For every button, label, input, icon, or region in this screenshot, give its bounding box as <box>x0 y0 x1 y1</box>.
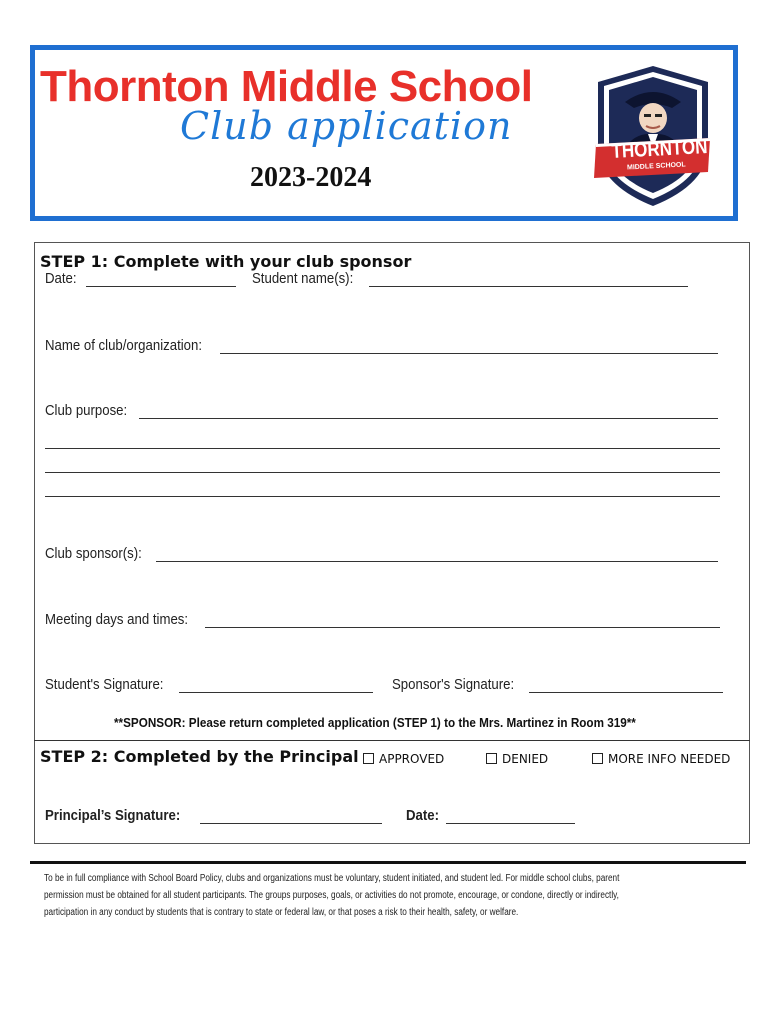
club-purpose-line-3[interactable] <box>45 472 720 473</box>
student-names-label: Student name(s): <box>252 270 354 287</box>
club-name-field[interactable] <box>220 353 718 354</box>
school-title: Thornton Middle School <box>40 62 533 111</box>
school-year: 2023-2024 <box>250 162 372 193</box>
student-signature-label: Student's Signature: <box>45 676 164 693</box>
principal-signature-label: Principal’s Signature: <box>45 807 181 824</box>
approved-option[interactable] <box>363 752 444 766</box>
denied-option[interactable] <box>486 752 548 766</box>
footnote-line-2: permission must be obtained for all student participants. The groups purposes, goals, or activities do not promote, encourage, or condone, directly or indirectly, <box>44 890 619 901</box>
club-sponsors-label: Club sponsor(s): <box>45 545 142 562</box>
club-name-label: Name of club/organization: <box>45 337 203 354</box>
date-field[interactable] <box>86 286 236 287</box>
footnote-line-3: participation in any conduct by students that is contrary to state or federal law, or that poses a risk to their health, safety, or welfare. <box>44 907 519 918</box>
denied-label: DENIED <box>502 752 549 766</box>
compliance-footnote <box>44 870 716 921</box>
step2-title: STEP 2: Completed by the Principal <box>40 747 359 766</box>
principal-date-field[interactable] <box>446 823 575 824</box>
sponsor-signature-field[interactable] <box>529 692 723 693</box>
sponsor-return-note: **SPONSOR: Please return completed application (STEP 1) to the Mrs. Martinez in Room 319** <box>114 715 636 730</box>
footnote-line-1: To be in full compliance with School Board Policy, clubs and organizations must be voluntary, student initiated, and student led. For middle school clubs, parent <box>44 873 620 884</box>
meeting-times-field[interactable] <box>205 627 720 628</box>
club-purpose-line-2[interactable] <box>45 448 720 449</box>
logo-banner-text: THORNTON <box>611 135 709 163</box>
step2-divider <box>34 740 750 741</box>
footer-divider <box>30 861 746 864</box>
more-info-label: MORE INFO NEEDED <box>608 752 731 766</box>
student-names-field[interactable] <box>369 286 688 287</box>
principal-signature-field[interactable] <box>200 823 382 824</box>
meeting-times-label: Meeting days and times: <box>45 611 189 628</box>
student-signature-field[interactable] <box>179 692 373 693</box>
approved-label: APPROVED <box>379 752 445 766</box>
more-info-checkbox[interactable] <box>592 753 603 764</box>
club-purpose-line-4[interactable] <box>45 496 720 497</box>
approved-checkbox[interactable] <box>363 753 374 764</box>
principal-date-label: Date: <box>406 807 440 824</box>
sponsor-signature-label: Sponsor's Signature: <box>392 676 515 693</box>
date-label: Date: <box>45 270 77 287</box>
denied-checkbox[interactable] <box>486 753 497 764</box>
more-info-option[interactable] <box>592 752 730 766</box>
logo-sub-text: MIDDLE SCHOOL <box>626 161 686 172</box>
club-purpose-field[interactable] <box>139 418 718 419</box>
club-application-subtitle: Club application <box>180 104 513 148</box>
club-purpose-label: Club purpose: <box>45 402 128 419</box>
club-sponsors-field[interactable] <box>156 561 718 562</box>
step1-title: STEP 1: Complete with your club sponsor <box>40 252 412 271</box>
